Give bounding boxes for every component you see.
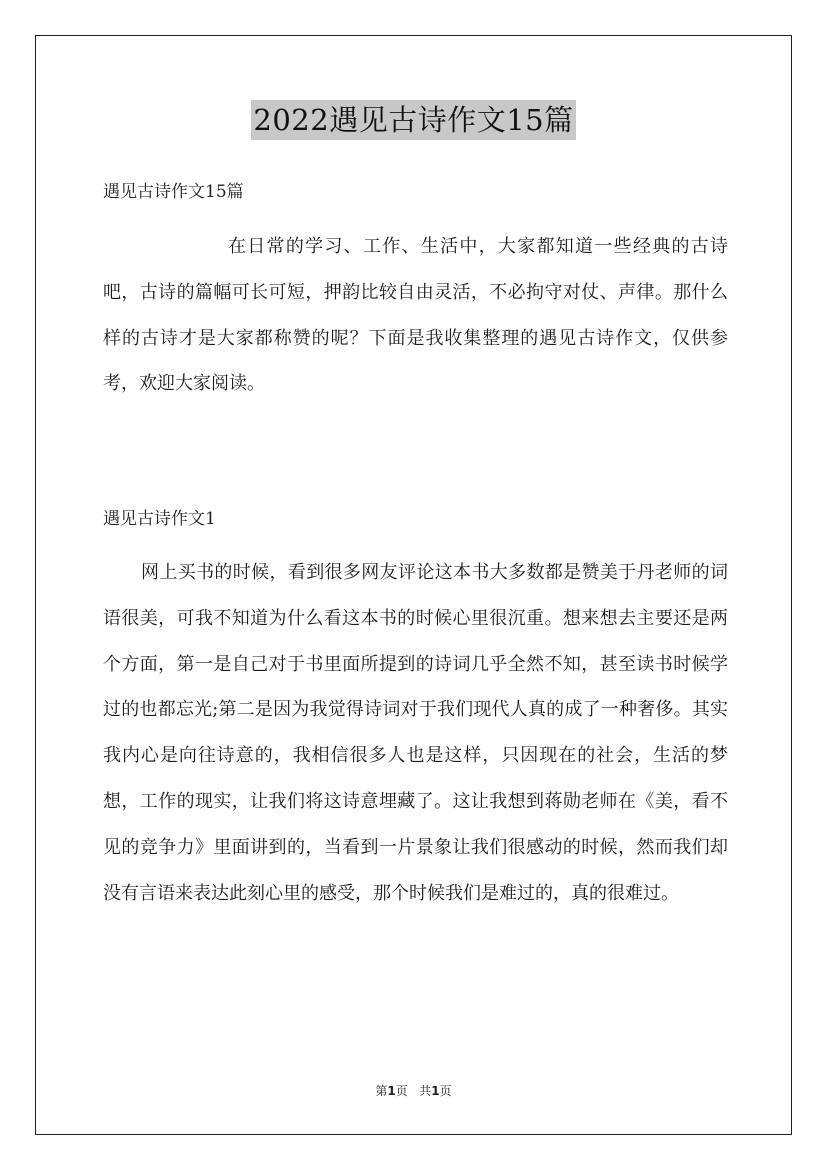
section-paragraph: 网上买书的时候，看到很多网友评论这本书大多数都是赞美于丹老师的词语很美，可我不知道为什么看这本书的时候心里很沉重。想来想去主要还是两个方面，第一是自己对于书里面所提到的诗词几乎全然不知，甚至读书时候学过的也都忘光;第二是因为我觉得诗词对于我们现代人真的成了一种奢侈。其实我内心是向往诗意的，我相信很多人也是这样，只因现在的社会，生活的梦想，工作的现实，让我们将这诗意埋藏了。这让我想到蒋勋老师在《美，看不见的竞争力》里面讲到的，当看到一片景象让我们很感动的时候，然而我们却没有言语来表达此刻心里的感受，那个时候我们是难过的，真的很难过。 (103, 562, 728, 904)
document-subtitle: 遇见古诗作文15篇 (103, 182, 244, 202)
intro-paragraph: 在日常的学习、工作、生活中，大家都知道一些经典的古诗吧，古诗的篇幅可长可短，押韵比较自由灵活，不必拘守对仗、声律。那什么样的古诗才是大家都称赞的呢？下面是我收集整理的遇见古诗作文，仅供参考，欢迎大家阅读。 (103, 236, 728, 395)
total-pages: 1 (431, 1084, 440, 1098)
page-footer (0, 1082, 827, 1099)
page-label-suffix: 页 (395, 1084, 408, 1098)
section-heading: 遇见古诗作文1 (103, 509, 216, 529)
total-label-prefix: 共 (419, 1084, 432, 1098)
title-container (0, 100, 827, 140)
page-number: 1 (387, 1084, 396, 1098)
document-title: 2022遇见古诗作文15篇 (251, 100, 575, 140)
total-label-suffix: 页 (439, 1084, 452, 1098)
page-label-prefix: 第 (375, 1084, 388, 1098)
